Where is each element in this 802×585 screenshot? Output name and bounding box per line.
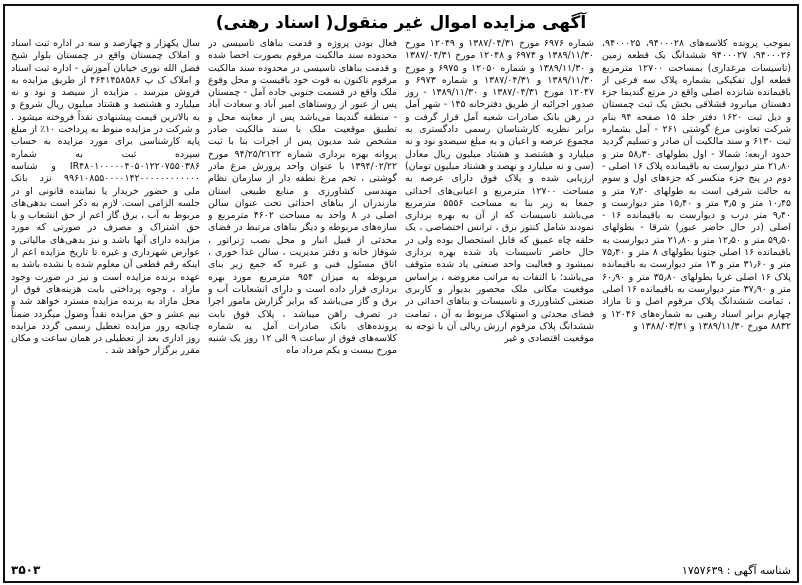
footer xyxy=(11,562,791,578)
page-title: آگهی مزایده اموال غیر منقول( اسناد رهنی) xyxy=(215,13,587,33)
ad-code: ۳۵۰۳ xyxy=(11,563,41,577)
ad-number: شناسه آگهی : ۱۷۵۷۶۳۹ xyxy=(681,563,791,577)
advertisement-body xyxy=(11,38,791,561)
text-column-1: بموجب پرونده کلاسه‌های ۹۴۰۰۰۲۸، ۹۴۰۰۰۲۵، ۹۴۰۰۰۲۶، ۹۴۰۰۰۲۷ ششدانگ یک قطعه زمین (تاسیسات مرغداری) بمساحت ۱۲۷۰۰ مترمربع قطعه اول تفکیکی بشماره پلاک سه فرعی از باقیمانده شانزده اصلی واقع در مرتع گندیما جزء دهستان میانرود قشلاقی بخش یک ثبت چمستان و ذیل ثبت ۱۶۲۰ دفتر جلد ۱۵ صفحه ۹۴ بنام شرکت تعاونی مرغ گوشتی ۲۶۱ - آمل بشماره ثبت ۶۱۳۰ و سند مالکیت آن صادر و تسلیم گردید حدود اربعه: شمالا - اول بطولهای ۵۸٫۳۰ متر و ۲۱٫۸۰ متر دیوارست به باقیمانده پلاک ۱۶ اصلی - دوم در پنج جزء منکسر که جزءهای اول و سوم به حالت شرقی است به طولهای ۷٫۲۰ متر و ۱۰٫۴۵ متر و ۳٫۵ متر و ۱۵٫۴۰ متر دیوارست و ۹٫۴۰ متر درب و دیوارست به باقیمانده ۱۶ - اصلی (در حال حاضر عبور) شرقا - بطولهای ۵۹٫۵۰ متر و ۱۲٫۵۰ متر و ۲۱٫۸۰ متر دیوارست به باقیمانده ۱۶ اصلی جنوبا بطولهای ۸ متر و ۷۵٫۴۰ متر و ۳۱٫۶۰ متر و ۱۳ متر دیوارست به باقیمانده پلاک ۱۶ اصلی غربا بطولهای ۳۵٫۸۰ متر و ۶۰٫۹۰ متر و ۳۷٫۹۰ متر دیوارست به باقیمانده ۱۶ اصلی ، تمامت ششدانگ پلاک مرقوم اصل و تا مازاد چهارم برابر اسناد رهنی به شماره‌های ۱۲۰۴۶ و ۸۸۳۲ مورخ ۱۳۸۹/۱۱/۳۰ و ۱۳۸۸/۰۳/۳۱ و xyxy=(602,38,791,332)
advertisement-frame xyxy=(3,4,799,583)
text-column-4: سال یکهزار و چهارصد و سه در اداره ثبت اسناد و املاک چمستان واقع در چمستان بلوار شیخ فضل الله نوری خیابان آموزش - اداره ثبت اسناد و املاک ک پ ۴۶۴۱۴۵۸۵۸۶ از طریق مزایده به فروش میرسد . مزایده از سیصد و نود و نه میلیارد و هشتصد و هشتاد میلیون ریال شروع و به بالاترین قیمت پیشنهادی نقداً فروخته میشود . و شرکت در مزایده منوط به پرداخت ۱۰٪ از مبلغ پایه کارشناسی برای مورد مزایده به حساب سپرده ثبت به شماره IR۴۸۰۱۰۰۰۰۰۴۰۵۰۱۲۲۰۷۵۵۰۳۸۶ و شناسه ۹۹۶۱۰۸۵۵۰۰۰۰۱۴۲۰۰۰۰۰۰۰۰۰۰۰۰ نزد بانک ملی و حضور خریدار یا نماینده قانونی او در جلسه الزامی است. لازم به ذکر است بدهی‌های مربوط به آب ، برق گاز اعم از حق انشعاب و یا حق اشتراک و مصرف در صورتی که مورد مزایده دارای آنها باشد و نیز بدهی‌های مالیاتی و عوارض شهرداری و غیره تا تاریخ مزایده اعم از اینکه رقم قطعی آن معلوم شده یا نشده باشد به عهده برنده مزایده است و نیز در صورت وجود مازاد ، وجوه پرداختی بابت هزینه‌های فوق از محل مازاد به برنده مزایده مسترد خواهد شد و نیم عشر و حق مزایده نقداً وصول میگردد ضمناً چنانچه روز مزایده تعطیل رسمی گردد مزایده روز اداری بعد از تعطیلی در همان ساعت و مکان مقرر برگزار خواهد شد . xyxy=(11,38,200,357)
text-column-3: فعال بودن پروژه و قدمت بناهای تاسیسی در محدوده سند مالکیت مرقوم بصورت احصا شده و قدمت بناهای تاسیسی در محدوده سند مالکیت مرقوم تاکنون به قوت خود باقیست و محل وقوع ملک واقع در قسمت جنوبی جاده آمل - چمستان پس از عبور از روستاهای امیر آباد و سعادت آباد - منطقه گندیما می‌باشد پس از معاینه محل و تطبیق موقعیت ملک با سند مالکیت صادر مشخص شد مدیون پس از اجرات بنا با ثبت پروانه بهره برداری شماره ۹۴/۲۵/۲۱۲۲ مورخ ۱۳۹۴/۰۲/۲۲ با عنوان واحد پرورش مرغ مادر گوشتی ، تخم مرغ نطفه دار از سازمان نظام مهندسی کشاورزی و منابع طبیعی استان مازندران از بناهای احداثی تحت عنوان سالن اصلی در ۸ واحد به مساحت ۴۶۰۲ مترمربع و سازه‌های مربوطه و دیگر بناهای مرتبط در فضای محدثی از قبیل انبار و محل نصب ژنراتور ، شوفاژ خانه و دفتر مدیریت ، سالن غذا خوری ، اتاق مسئول فنی و غیره که جمع زیر بنای مربوطه به میزان ۹۵۴ مترمربع مورد بهره برداری قرار داده است و دارای انشعابات آب و برق و گاز می‌باشد که برابر گزارش مامور اجرا در تصرف راهن میباشد ، پلاک فوق بابت پرونده‌های بانک صادرات آمل به شماره کلاسه‌های فوق از ساعت ۹ الی ۱۲ روز یک شنبه مورخ بیست و یکم مرداد ماه xyxy=(208,38,397,357)
text-column-2: شماره ۶۹۷۶ مورخ ۱۳۸۷/۰۴/۳۱ و ۱۲۰۴۹ مورخ ۱۳۸۹/۱۱/۳۰ و ۶۹۷۴ و ۱۲۰۴۸ مورخ ۱۳۸۷/۰۴/۳۱ و ۱۳۸۹/۱۱/۳۰ و شماره ۱۲۰۵۰ و ۶۹۷۵ و مورخ ۱۳۸۹/۱۱/۳۰ و ۱۳۸۷/۰۴/۳۱ و شماره ۶۹۷۳ و ۱۲۰۴۷ مورخ ۱۳۸۷/۰۴/۳۱ و ۱۳۸۹/۱۱/۳۰ - روز صدور اجرائیه از طریق دفترخانه ۱۴۵ - شهر آمل در رهن بانک صادرات شعبه آمل قرار گرفت و برابر نظریه کارشناسان رسمی دادگستری به مجموع عرصه و اعیان و به مبلغ سیصدو نود و نه میلیارد و هشتصد و هشتاد میلیون ریال معادل (سی و نه میلیارد و نهصد و هشتاد میلیون تومان) ارزیابی شده و پلاک فوق دارای عرصه به مساحت ۱۲۷۰۰ مترمربع و اعیانی‌های احداثی جمعا به زیر بنا به مساحت ۵۵۵۶ مترمربع می‌باشد تاسیسات که از آن به بهره برداری نمودند شامل کنتور برق ، ترانس اختصاصی ، یک حلقه چاه عمیق که قابل استحصال بوده ولی در حال حاضر تاسیسات یاد شده بهره برداری نمیشود و فعالیت واحد صنعتی یاد شده متوقف می‌باشد؛ با التفات به مراتب معروضه ، براساس موقعیت مکانی ملک محصور بدیوار و کاربری صنعتی کشاورزی و تاسیسات و بناهای احداثی در فضای محدثی و استهلاک مربوط به آن ، تمامت ششدانگ پلاک مرقوم ارزش ریالی آن با توجه به موقعیت اقتصادی و غیر xyxy=(405,38,594,345)
